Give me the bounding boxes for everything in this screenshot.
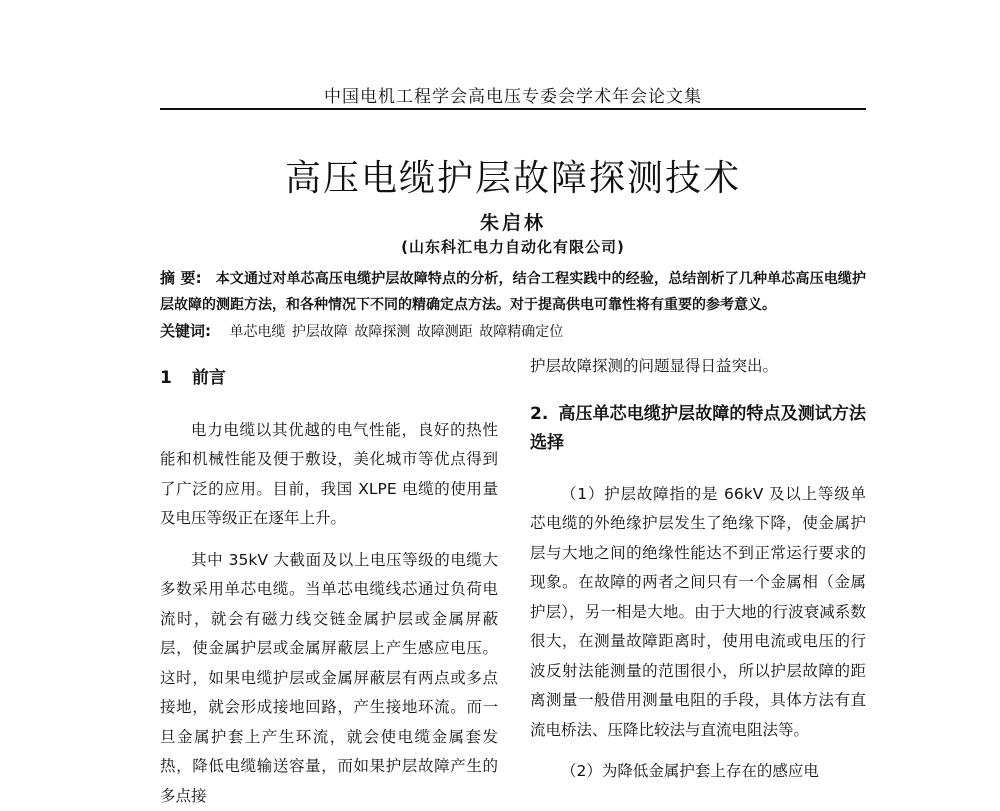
keywords-label: 关键词:: [160, 322, 211, 340]
left-column: [160, 352, 498, 811]
paragraph: 电力电缆以其优越的电气性能，良好的热性能和机械性能及便于敷设，美化城市等优点得到了广泛的应用。目前，我国 XLPE 电缆的使用量及电压等级正在逐年上升。: [160, 416, 498, 534]
header-rule: [160, 108, 866, 110]
right-column: [530, 352, 866, 787]
section-title: 高压单芯电缆护层故障的特点及测试方法选择: [530, 404, 866, 453]
author: 朱启林: [160, 208, 866, 235]
abstract-text: 本文通过对单芯高压电缆护层故障特点的分析，结合工程实践中的经验，总结剖析了几种单芯高压电缆护层故障的测距方法，和各种情况下不同的精确定点方法。对于提高供电可靠性将有重要的参考意义。: [160, 271, 866, 313]
running-header: 中国电机工程学会高电压专委会学术年会论文集: [160, 82, 866, 107]
section-title: 前言: [192, 368, 226, 388]
keywords: [160, 318, 866, 345]
keyword: 单芯电缆: [229, 324, 285, 340]
section-number: 1: [160, 368, 172, 388]
paragraph: 其中 35kV 大截面及以上电压等级的电缆大多数采用单芯电缆。当单芯电缆线芯通过负荷电流时，就会有磁力线交链金属护层或金属屏蔽层，使金属护层或金属屏蔽层上产生感应电压。这时，如果电缆护层或金属屏蔽层有两点或多点接地，就会形成接地回路，产生接地环流。而一旦金属护套上产生环流，就会使电缆金属套发热，降低电缆输送容量，而如果护层故障产生的多点接: [160, 546, 498, 811]
paper-title: 高压电缆护层故障探测技术: [160, 150, 866, 201]
paragraph-continuation: 护层故障探测的问题显得日益突出。: [530, 352, 866, 382]
keyword: 故障精确定位: [479, 324, 563, 340]
section-heading-1: [160, 364, 498, 394]
section-heading-2: [530, 400, 866, 458]
section-number: 2.: [530, 404, 548, 424]
keyword: 护层故障: [292, 324, 348, 340]
keyword: 故障测距: [417, 324, 473, 340]
paragraph: （2）为降低金属护套上存在的感应电: [530, 757, 866, 787]
abstract: [160, 265, 866, 318]
abstract-label: 摘 要:: [160, 269, 202, 287]
keyword: 故障探测: [354, 324, 410, 340]
paragraph: （1）护层故障指的是 66kV 及以上等级单芯电缆的外绝缘护层发生了绝缘下降，使金属护层与大地之间的绝缘性能达不到正常运行要求的现象。在故障的两者之间只有一个金属相（金属护层），另一相是大地。由于大地的行波衰减系数很大，在测量故障距离时，使用电流或电压的行波反射法能测量的范围很小，所以护层故障的距离测量一般借用测量电阻的手段，具体方法有直流电桥法、压降比较法与直流电阻法等。: [530, 480, 866, 746]
affiliation: (山东科汇电力自动化有限公司): [160, 236, 866, 257]
